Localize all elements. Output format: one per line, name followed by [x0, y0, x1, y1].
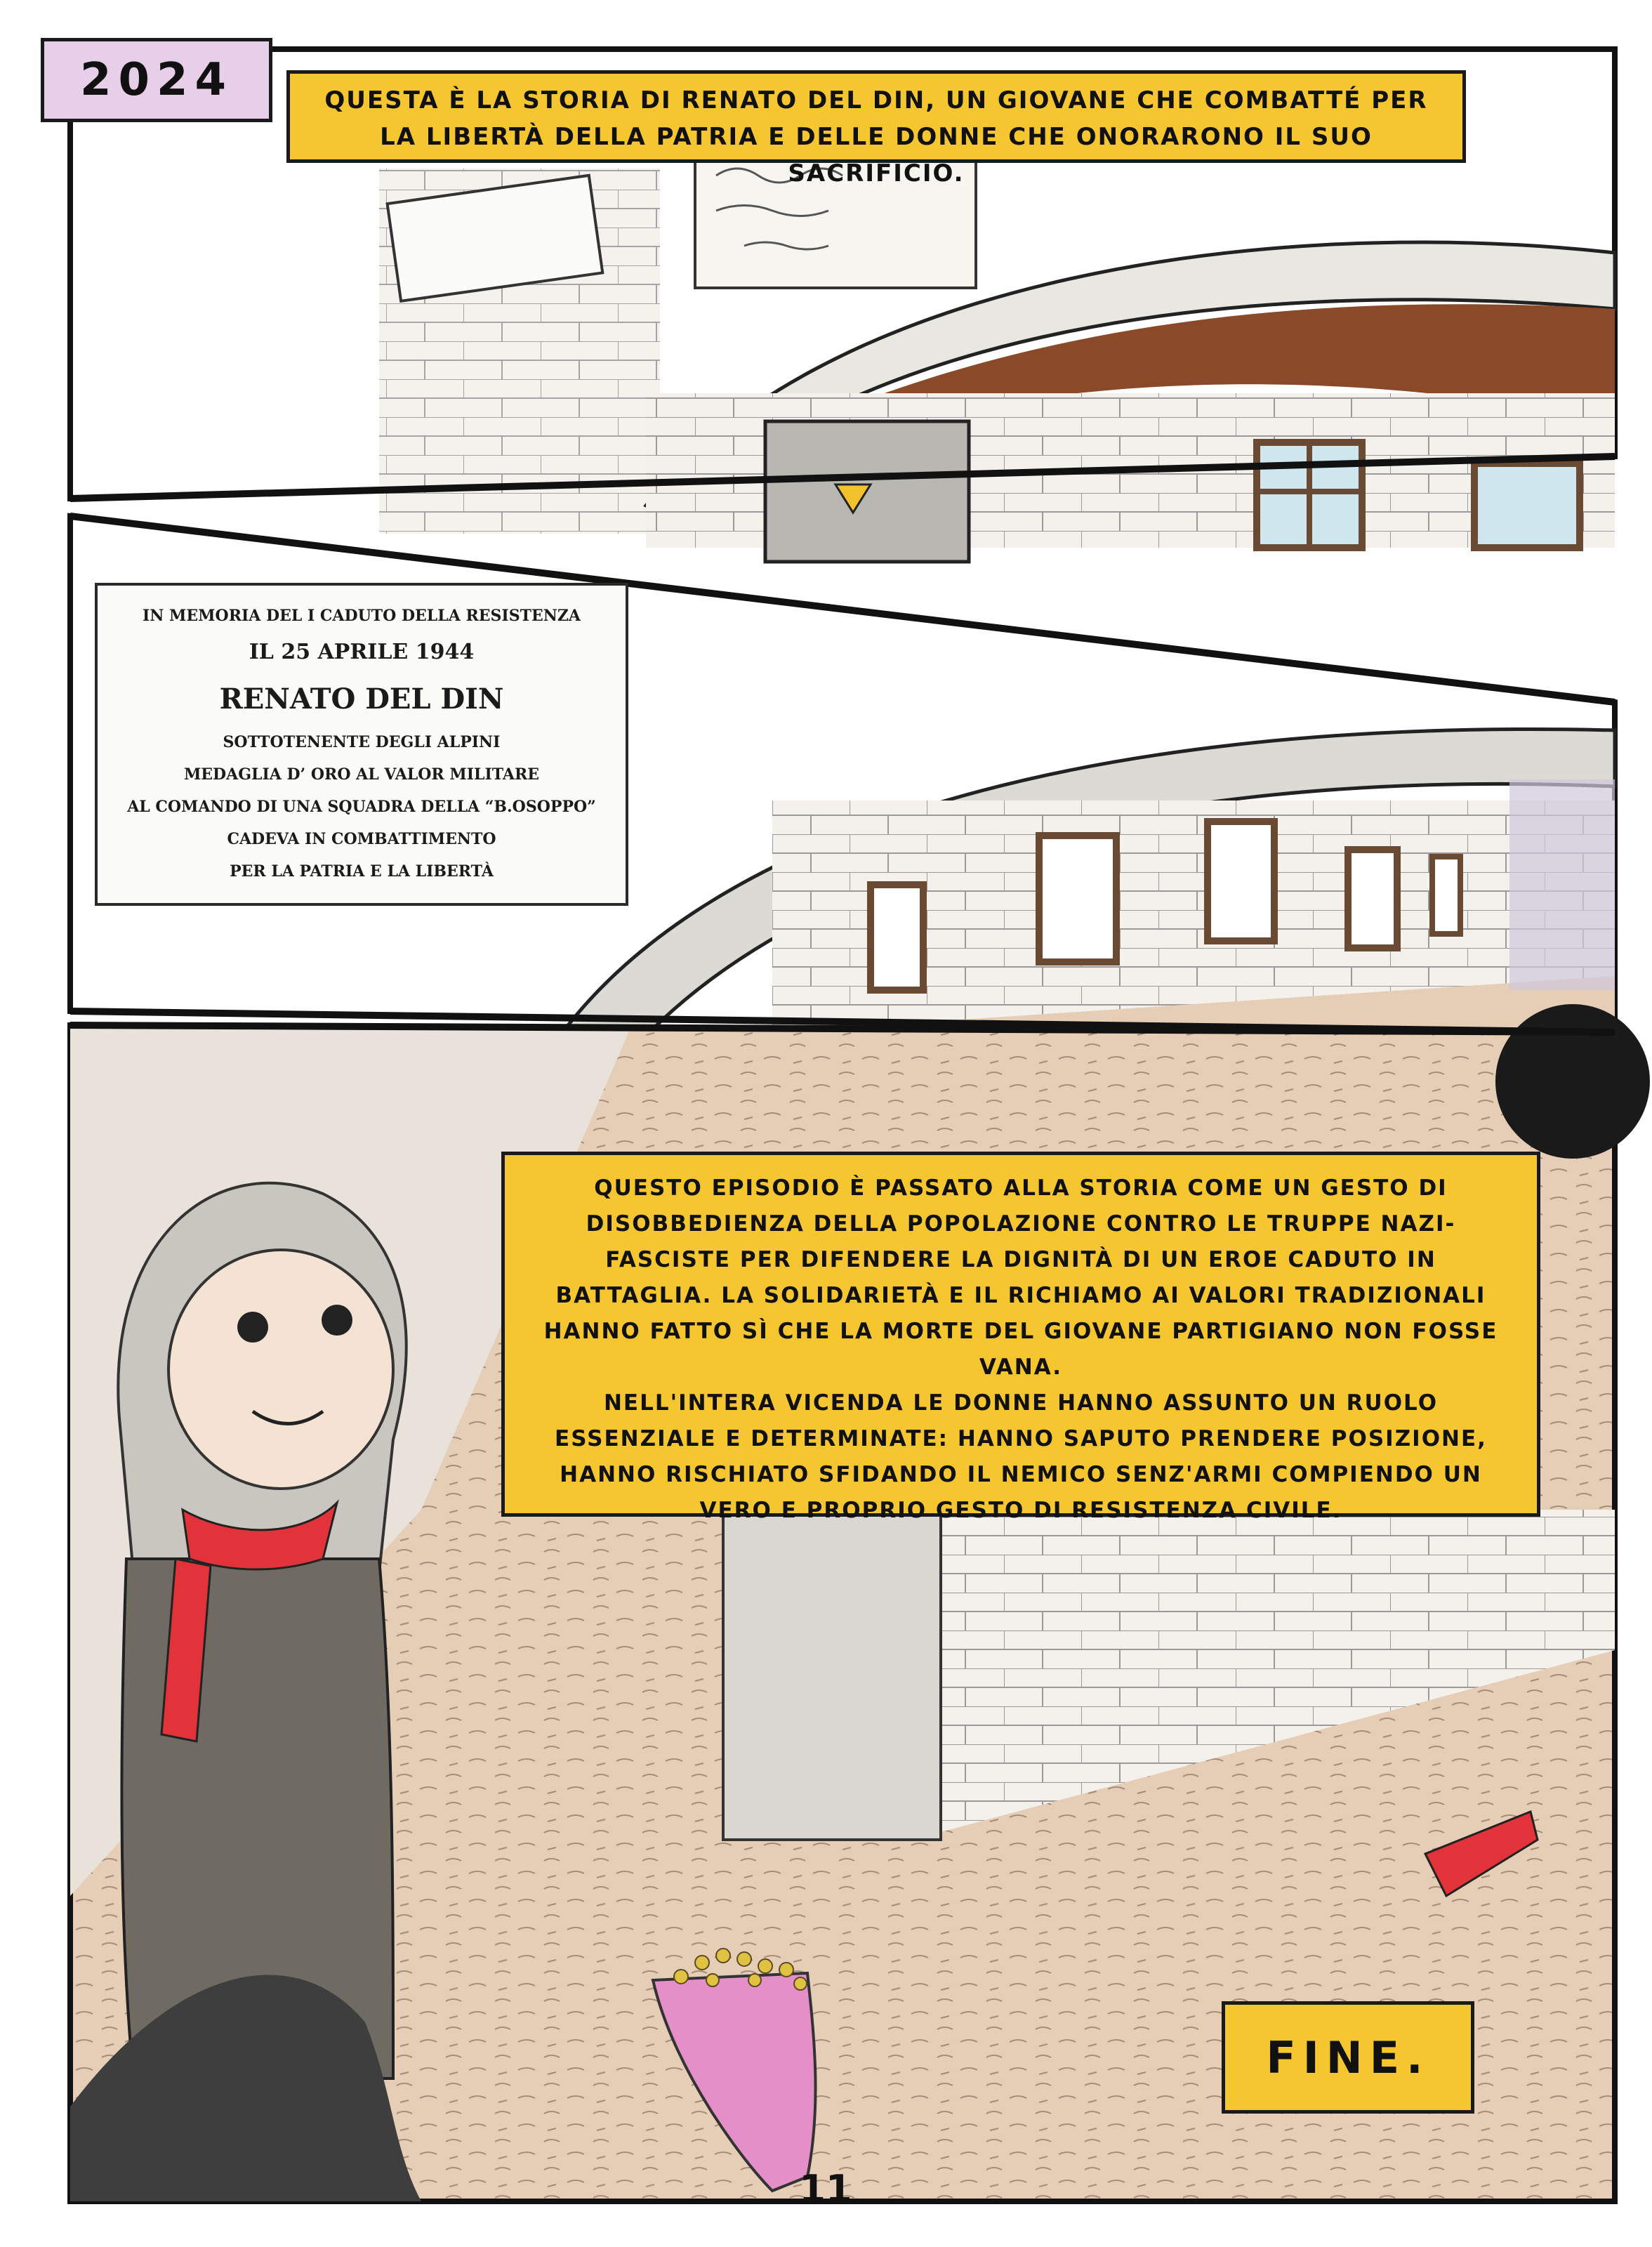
- end-label: FINE.: [1266, 2031, 1430, 2083]
- page-number: 11: [799, 2167, 852, 2211]
- story-caption-box: [501, 1152, 1540, 1523]
- plaque-medal: MEDAGLIA D’ ORO AL VALOR MILITARE: [183, 765, 540, 784]
- year-label: 2024: [79, 54, 234, 106]
- memorial-plaque: [95, 583, 628, 906]
- end-caption-box: [1222, 2001, 1474, 2114]
- plaque-memorial-line: IN MEMORIA DEL I CADUTO DELLA RESISTENZA: [143, 607, 581, 625]
- plaque-fell: CADEVA IN COMBATTIMENTO: [227, 830, 496, 848]
- plaque-command: AL COMANDO DI UNA SQUADRA DELLA “B.OSOPPO”: [127, 798, 596, 816]
- intro-caption-box: [286, 70, 1466, 187]
- intro-caption-text: QUESTA È LA STORIA DI RENATO DEL DIN, UN GIOVANE CHE COMBATTÉ PER LA LIBERTÀ DELLA PATRIA E DELLE DONNE CHE ONORARONO IL SUO SACRIFICIO.: [324, 86, 1428, 187]
- plaque-date: IL 25 APRILE 1944: [249, 640, 475, 664]
- plaque-cause: PER LA PATRIA E LA LIBERTÀ: [230, 862, 494, 881]
- story-caption-paragraph-2: NELL'INTERA VICENDA LE DONNE HANNO ASSUNTO UN RUOLO ESSENZIALE E DETERMINATE: HANNO SAPUTO PRENDERE POSIZIONE, HANNO RISCHIATO SFIDANDO IL NEMICO SENZ'ARMI COMPIENDO UN VERO E PROPRIO GESTO DI RESISTENZA CIVILE.: [555, 1390, 1487, 1523]
- story-caption-paragraph-1: QUESTO EPISODIO È PASSATO ALLA STORIA COME UN GESTO DI DISOBBEDIENZA DELLA POPOLAZIONE CONTRO LE TRUPPE NAZI-FASCISTE PER DIFENDERE LA DIGNITÀ DI UN EROE CADUTO IN BATTAGLIA. LA SOLIDARIETÀ E IL RICHIAMO AI VALORI TRADIZIONALI HANNO FATTO SÌ CHE LA MORTE DEL GIOVANE PARTIGIANO NON FOSSE VANA.: [543, 1175, 1498, 1380]
- year-caption-box: [41, 38, 272, 122]
- plaque-rank: SOTTOTENENTE DEGLI ALPINI: [223, 733, 501, 751]
- plaque-name: RENATO DEL DIN: [219, 683, 504, 716]
